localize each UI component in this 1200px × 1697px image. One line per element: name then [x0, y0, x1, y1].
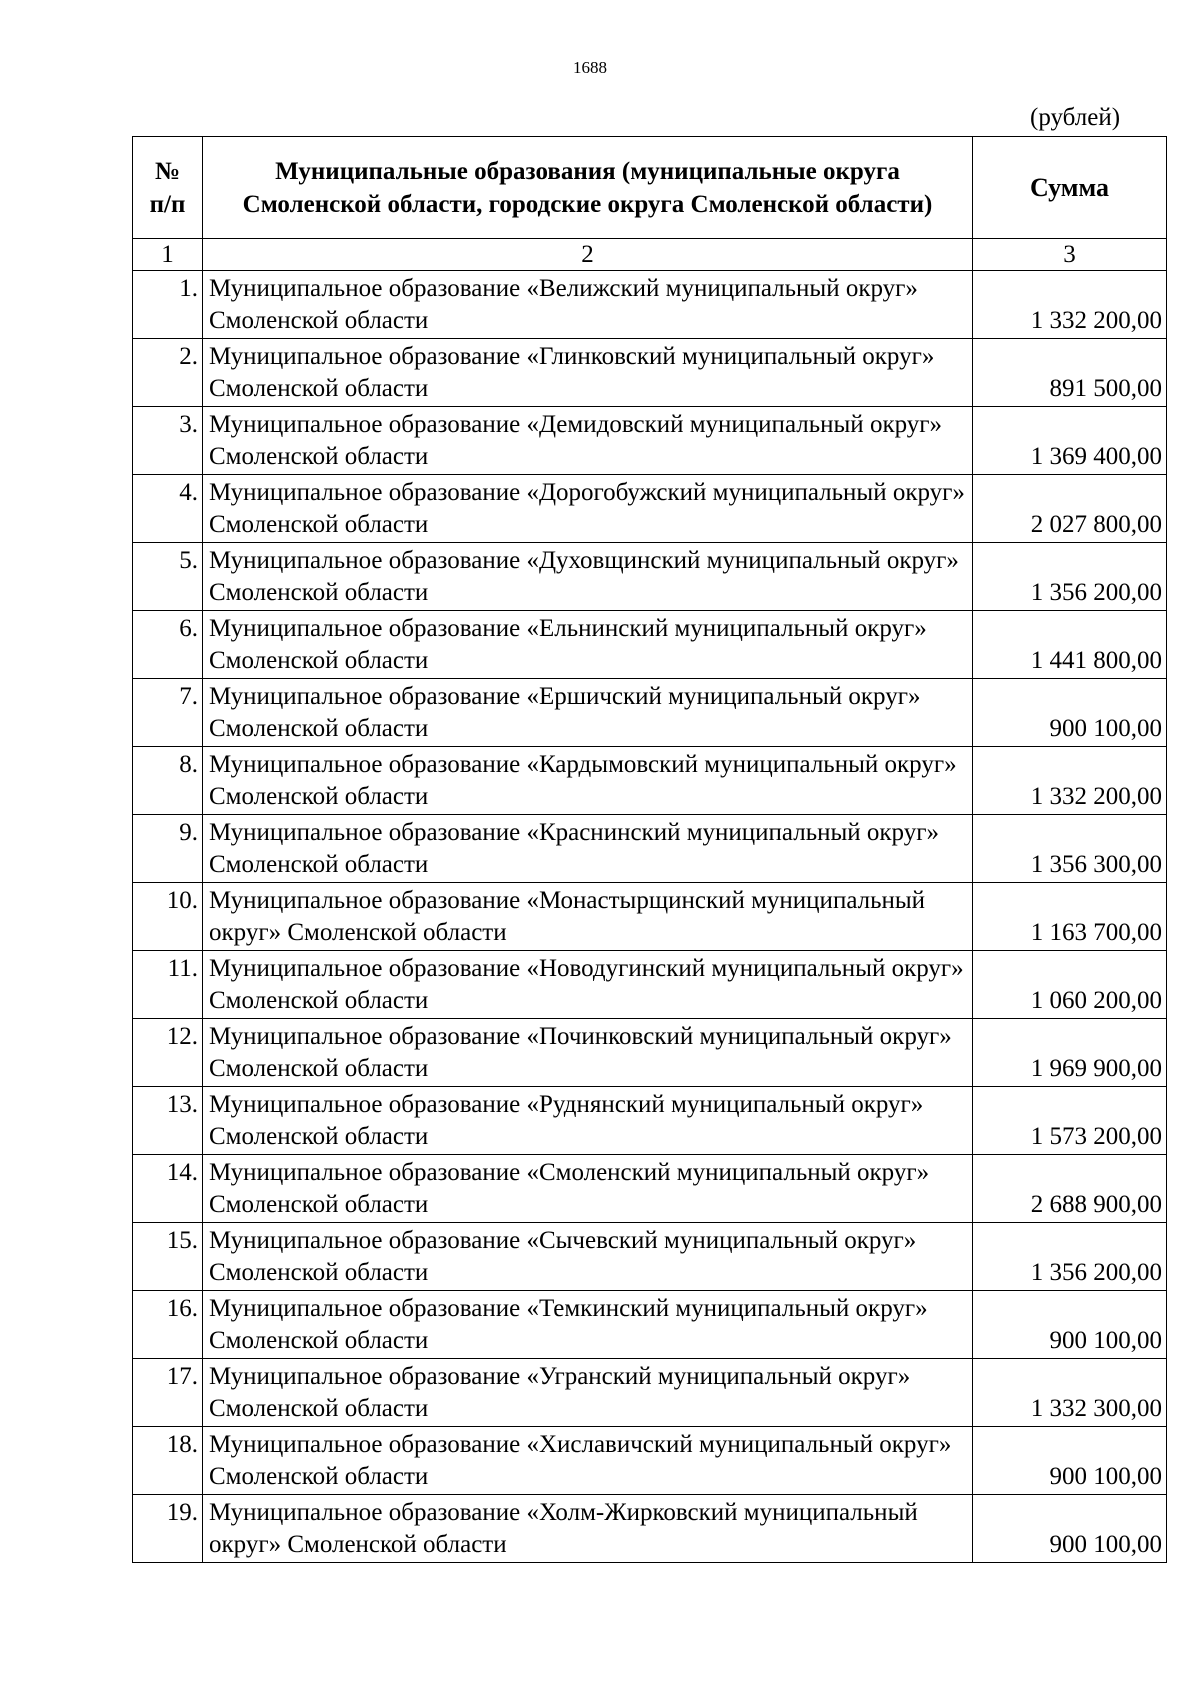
- row-number: 5.: [133, 543, 203, 611]
- allocation-table: [132, 136, 1167, 1563]
- table-row: [133, 1359, 1167, 1427]
- row-number: 1.: [133, 271, 203, 339]
- municipality-name: Муниципальное образование «Ельнинский муниципальный округ» Смоленской области: [203, 611, 973, 679]
- municipality-name: Муниципальное образование «Кардымовский муниципальный округ» Смоленской области: [203, 747, 973, 815]
- municipality-name: Муниципальное образование «Велижский муниципальный округ» Смоленской области: [203, 271, 973, 339]
- row-sum: 1 356 200,00: [973, 1223, 1167, 1291]
- table-row: [133, 815, 1167, 883]
- row-sum: 900 100,00: [973, 1291, 1167, 1359]
- table-row: [133, 271, 1167, 339]
- column-number: 2: [203, 239, 973, 271]
- row-number: 16.: [133, 1291, 203, 1359]
- units-label: (рублей): [1030, 104, 1121, 131]
- column-number: 1: [133, 239, 203, 271]
- row-number: 13.: [133, 1087, 203, 1155]
- row-number: 11.: [133, 951, 203, 1019]
- table-row: [133, 951, 1167, 1019]
- row-number: 8.: [133, 747, 203, 815]
- header-name: Муниципальные образования (муниципальные округа Смоленской области, городские округа Смоленской области): [203, 137, 973, 239]
- row-sum: 1 441 800,00: [973, 611, 1167, 679]
- row-sum: 1 573 200,00: [973, 1087, 1167, 1155]
- page-number: 1688: [573, 58, 607, 77]
- table-row: [133, 1291, 1167, 1359]
- row-number: 9.: [133, 815, 203, 883]
- header-num: № п/п: [133, 137, 203, 239]
- row-number: 12.: [133, 1019, 203, 1087]
- row-sum: 900 100,00: [973, 679, 1167, 747]
- column-number-row: [133, 239, 1167, 271]
- column-number: 3: [973, 239, 1167, 271]
- municipality-name: Муниципальное образование «Глинковский муниципальный округ» Смоленской области: [203, 339, 973, 407]
- row-sum: 2 027 800,00: [973, 475, 1167, 543]
- municipality-name: Муниципальное образование «Холм-Жирковский муниципальный округ» Смоленской области: [203, 1495, 973, 1563]
- row-number: 7.: [133, 679, 203, 747]
- row-number: 3.: [133, 407, 203, 475]
- row-number: 10.: [133, 883, 203, 951]
- table-row: [133, 1427, 1167, 1495]
- row-number: 14.: [133, 1155, 203, 1223]
- table-row: [133, 1019, 1167, 1087]
- municipality-name: Муниципальное образование «Хиславичский муниципальный округ» Смоленской области: [203, 1427, 973, 1495]
- table-row: [133, 1223, 1167, 1291]
- table-row: [133, 339, 1167, 407]
- header-sum: Сумма: [973, 137, 1167, 239]
- municipality-name: Муниципальное образование «Починковский муниципальный округ» Смоленской области: [203, 1019, 973, 1087]
- municipality-name: Муниципальное образование «Духовщинский муниципальный округ» Смоленской области: [203, 543, 973, 611]
- row-number: 15.: [133, 1223, 203, 1291]
- row-sum: 891 500,00: [973, 339, 1167, 407]
- municipality-name: Муниципальное образование «Краснинский муниципальный округ» Смоленской области: [203, 815, 973, 883]
- row-number: 19.: [133, 1495, 203, 1563]
- table-row: [133, 1087, 1167, 1155]
- row-number: 2.: [133, 339, 203, 407]
- table-row: [133, 883, 1167, 951]
- row-sum: 1 163 700,00: [973, 883, 1167, 951]
- row-sum: 900 100,00: [973, 1427, 1167, 1495]
- municipality-name: Муниципальное образование «Темкинский муниципальный округ» Смоленской области: [203, 1291, 973, 1359]
- table-row: [133, 1155, 1167, 1223]
- table-row: [133, 747, 1167, 815]
- row-sum: 1 060 200,00: [973, 951, 1167, 1019]
- row-sum: 1 332 200,00: [973, 271, 1167, 339]
- table-row: [133, 407, 1167, 475]
- table-row: [133, 1495, 1167, 1563]
- row-sum: 1 332 300,00: [973, 1359, 1167, 1427]
- table-header-row: [133, 137, 1167, 239]
- municipality-name: Муниципальное образование «Сычевский муниципальный округ» Смоленской области: [203, 1223, 973, 1291]
- row-sum: 2 688 900,00: [973, 1155, 1167, 1223]
- row-number: 17.: [133, 1359, 203, 1427]
- row-sum: 900 100,00: [973, 1495, 1167, 1563]
- municipality-name: Муниципальное образование «Ершичский муниципальный округ» Смоленской области: [203, 679, 973, 747]
- row-sum: 1 356 200,00: [973, 543, 1167, 611]
- row-number: 6.: [133, 611, 203, 679]
- row-sum: 1 332 200,00: [973, 747, 1167, 815]
- table-row: [133, 475, 1167, 543]
- municipality-name: Муниципальное образование «Демидовский муниципальный округ» Смоленской области: [203, 407, 973, 475]
- table-row: [133, 543, 1167, 611]
- table-row: [133, 611, 1167, 679]
- row-sum: 1 356 300,00: [973, 815, 1167, 883]
- municipality-name: Муниципальное образование «Дорогобужский муниципальный округ» Смоленской области: [203, 475, 973, 543]
- municipality-name: Муниципальное образование «Угранский муниципальный округ» Смоленской области: [203, 1359, 973, 1427]
- row-number: 4.: [133, 475, 203, 543]
- row-number: 18.: [133, 1427, 203, 1495]
- row-sum: 1 369 400,00: [973, 407, 1167, 475]
- municipality-name: Муниципальное образование «Монастырщинский муниципальный округ» Смоленской области: [203, 883, 973, 951]
- municipality-name: Муниципальное образование «Смоленский муниципальный округ» Смоленской области: [203, 1155, 973, 1223]
- table-row: [133, 679, 1167, 747]
- municipality-name: Муниципальное образование «Новодугинский муниципальный округ» Смоленской области: [203, 951, 973, 1019]
- municipality-name: Муниципальное образование «Руднянский муниципальный округ» Смоленской области: [203, 1087, 973, 1155]
- row-sum: 1 969 900,00: [973, 1019, 1167, 1087]
